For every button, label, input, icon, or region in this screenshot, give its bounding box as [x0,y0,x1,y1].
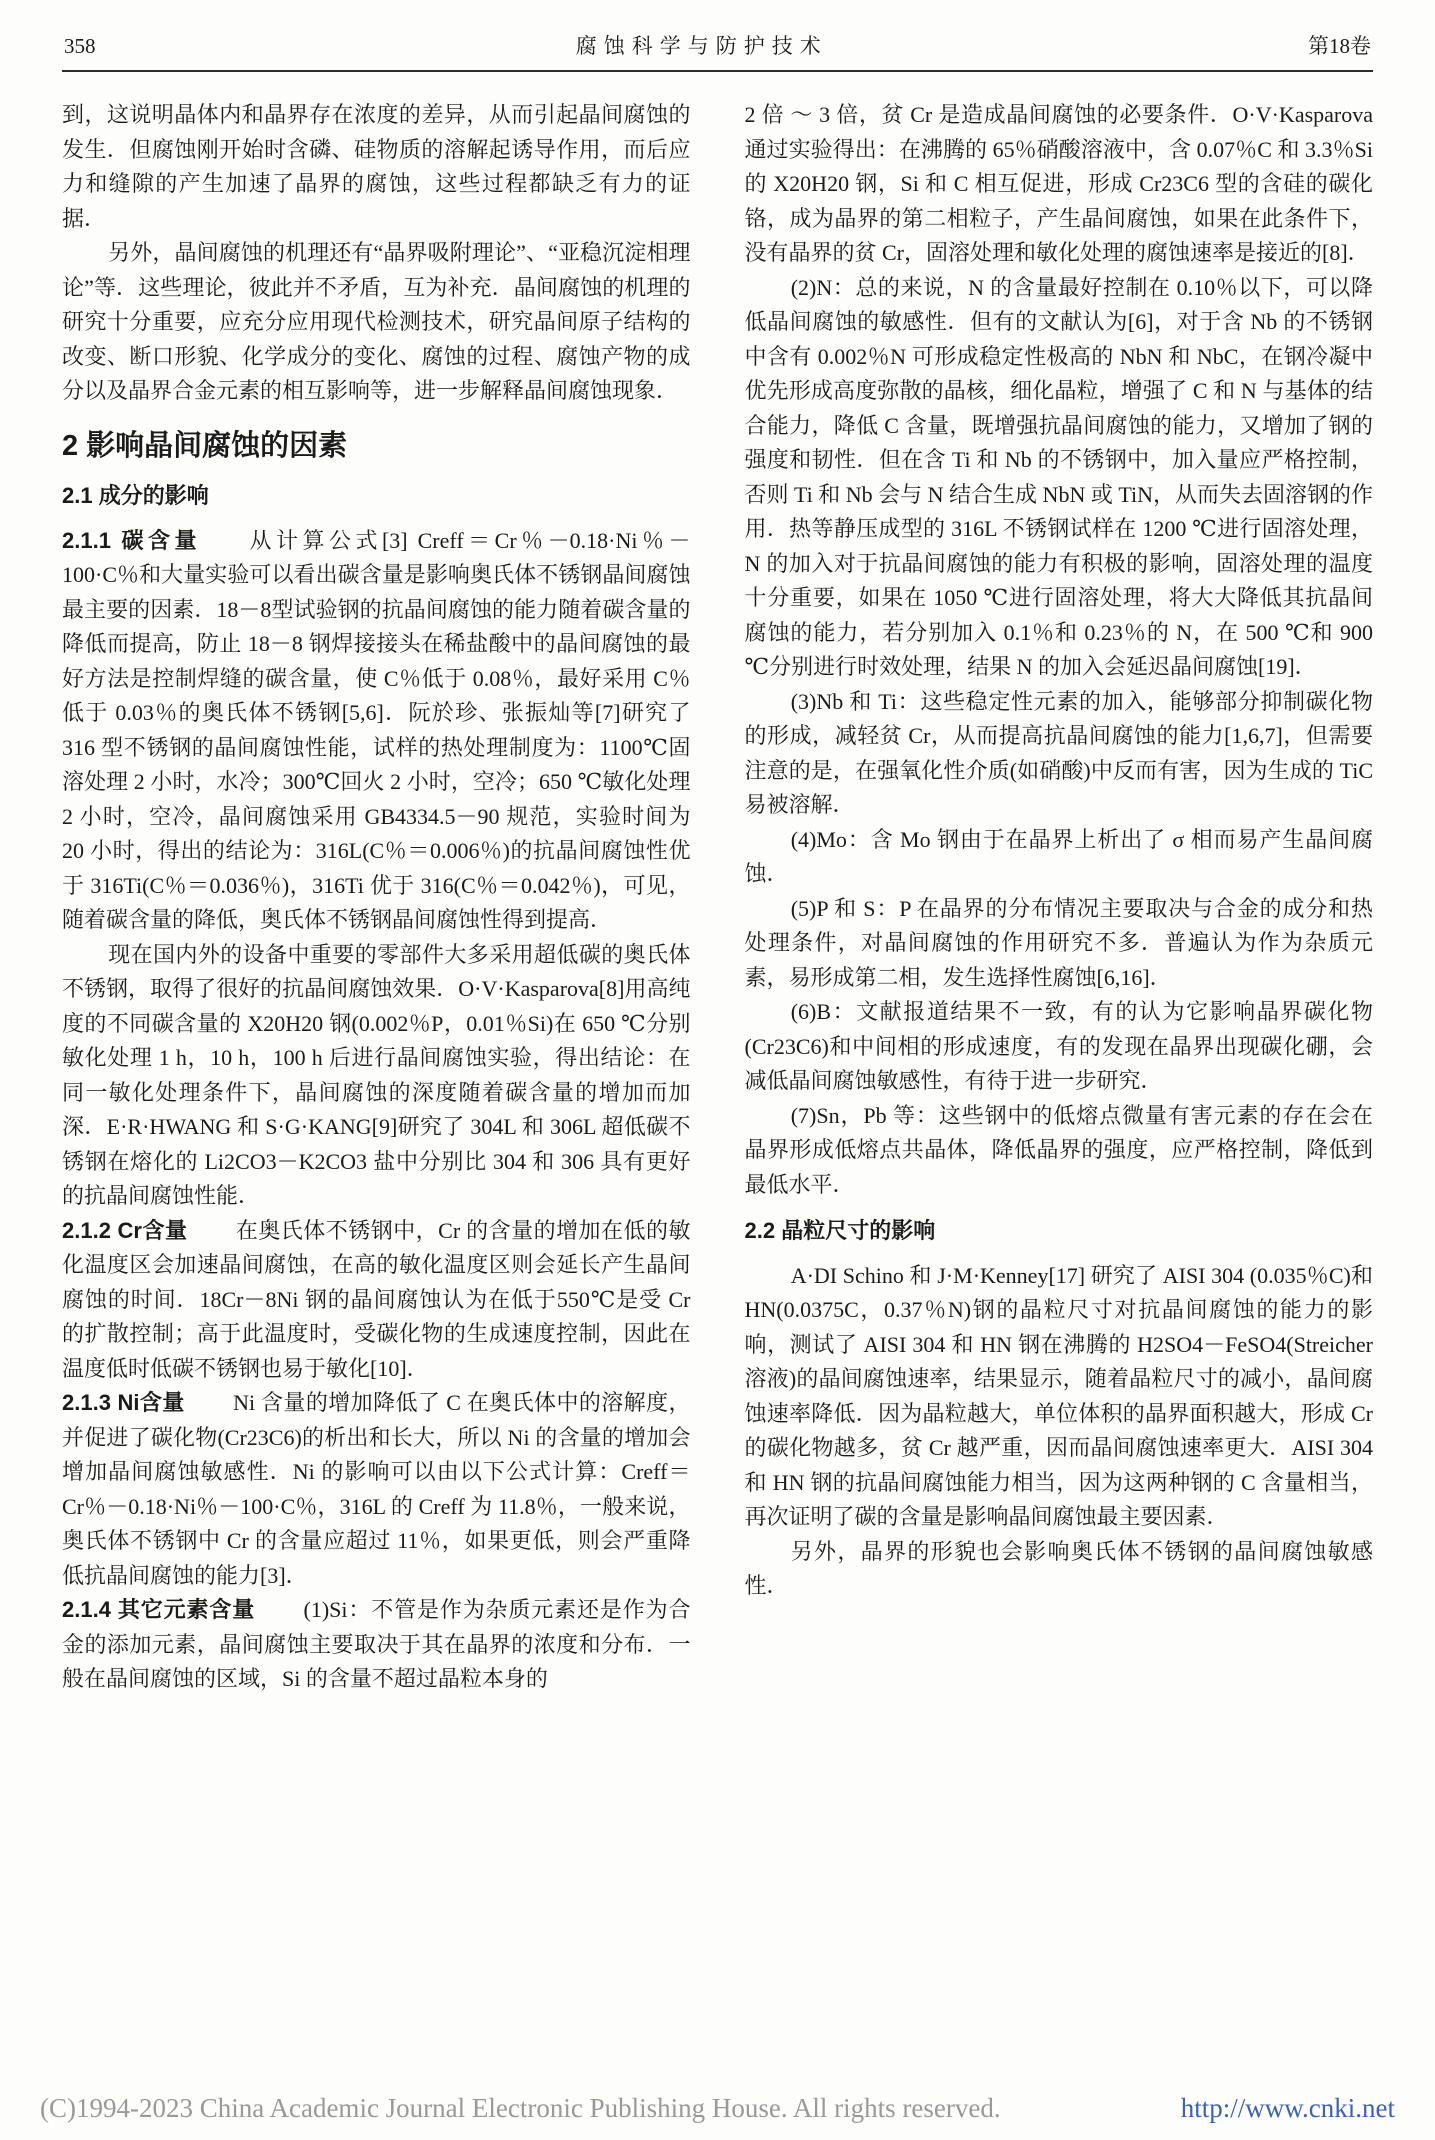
paragraph-mo: (4)Mo：含 Mo 钢由于在晶界上析出了 σ 相而易产生晶间腐蚀． [744,826,1373,886]
paragraph-other-elements [62,1593,691,1697]
subsection-2-1-3-text: Ni 含量的增加降低了 C 在奥氏体中的溶解度，并促进了碳化物(Cr23C6)的析出和长大，所以 Ni 的含量的增加会增加晶间腐蚀敏感性．Ni 的影响可以由以下公式计算：Creff＝Cr％－0.18·Ni％－100·C％，316L 的 Creff 为 11.8％，一般来说，奥氏体不锈钢中 Cr 的含量应超过 11％，如果更低，则会严重降低抗晶间腐蚀的能力[3]． [62,1390,691,1588]
page-number: 358 [64,34,96,58]
paragraph-si-continued: 2 倍 ～ 3 倍，贫 Cr 是造成晶间腐蚀的必要条件．O·V·Kasparova 通过实验得出：在沸腾的 65％硝酸溶液中，含 0.07％C 和 3.3％Si 的 X20H20 钢，Si 和 C 相互促进，形成 Cr23C6 型的含硅的碳化铬，成为晶界的第二相粒子，产生晶间腐蚀，如果在此条件下，没有晶界的贫 Cr，固溶处理和敏化处理的腐蚀速率是接近的[8]． [744,102,1373,265]
copyright-text: (C)1994-2023 China Academic Journal Electronic Publishing House. All rights reserved. [40,2093,1001,2123]
subsection-2-1-4-text: (1)Si：不管是作为杂质元素还是作为合金的添加元素，晶间腐蚀主要取决于其在晶界的浓度和分布．一般在晶间腐蚀的区域，Si 的含量不超过晶粒本身的 [62,1597,691,1691]
subsection-2-1-2-text: 在奥氏体不锈钢中，Cr 的含量的增加在低的敏化温度区会加速晶间腐蚀，在高的敏化温度区则会延长产生晶间腐蚀的时间．18Cr－8Ni 钢的晶间腐蚀认为在低于550℃是受 Cr 的扩散控制；高于此温度时，受碳化物的生成速度控制，因此在温度低时低碳不锈钢也易于敏化[10]． [62,1217,691,1381]
right-column [745,98,1374,1697]
subsection-2-1-4-label: 2.1.4 其它元素含量 [62,1597,256,1622]
paragraph-p-s: (5)P 和 S：P 在晶界的分布情况主要取决与合金的成分和热处理条件，对晶间腐蚀的作用研究不多．普遍认为作为杂质元素，易形成第二相，发生选择性腐蚀[6,16]． [744,895,1373,990]
paragraph-mechanism: 另外，晶间腐蚀的机理还有“晶界吸附理论”、“亚稳沉淀相理论”等．这些理论，彼此并不矛盾，互为补充．晶间腐蚀的机理的研究十分重要，应充分应用现代检测技术，研究晶间原子结构的改变、断口形貌、化学成分的变化、腐蚀的过程、腐蚀产物的成分以及晶界合金元素的相互影响等，进一步解释晶间腐蚀现象． [62,240,691,403]
paragraph-nb-ti: (3)Nb 和 Ti：这些稳定性元素的加入，能够部分抑制碳化物的形成，减轻贫 Cr，从而提高抗晶间腐蚀的能力[1,6,7]，但需要注意的是，在强氧化性介质(如硝酸)中反而有害，因为生成的 TiC 易被溶解． [744,688,1373,817]
paragraph-carbon-content [62,524,691,938]
paragraph-grain-size: A·DI Schino 和 J·M·Kenney[17] 研究了 AISI 304 (0.035％C)和 HN(0.0375C，0.37％N)钢的晶粒尺寸对抗晶间腐蚀的能力的影响，测试了 AISI 304 和 HN 钢在沸腾的 H2SO4－FeSO4(Streicher 溶液)的晶间腐蚀速率，结果显示，随着晶粒尺寸的减小，晶间腐蚀速率降低．因为晶粒越大，单位体积的晶界面积越大，形成 Cr 的碳化物越多，贫 Cr 越严重，因而晶间腐蚀速率更大．AISI 304 和 HN 钢的抗晶间腐蚀能力相当，因为这两种钢的 C 含量相当，再次证明了碳的含量是影响晶间腐蚀最主要因素． [744,1262,1373,1529]
subsection-2-1-2-label: 2.1.2 Cr含量 [62,1217,188,1243]
page-header [0,0,1435,70]
subsection-2-1-1-label: 2.1.1 碳含量 [62,527,202,553]
article-body [0,72,1435,1697]
paragraph-grain-shape: 另外，晶界的形貌也会影响奥氏体不锈钢的晶间腐蚀敏感性． [744,1538,1373,1598]
paragraph-ni-content [62,1386,691,1593]
paragraph-nitrogen: (2)N：总的来说，N 的含量最好控制在 0.10％以下，可以降低晶间腐蚀的敏感性．但有的文献认为[6]，对于含 Nb 的不锈钢中含有 0.002％N 可形成稳定性极高的 NbN 和 NbC，在钢冷凝中优先形成高度弥散的晶核，细化晶粒，增强了 C 和 N 与基体的结合能力，降低 C 含量，既增强抗晶间腐蚀的能力，又增加了钢的强度和韧性．但在含 Ti 和 Nb 的不锈钢中，加入量应严格控制，否则 Ti 和 Nb 会与 N 结合生成 NbN 或 TiN，从而失去固溶钢的作用．热等静压成型的 316L 不锈钢试样在 1200 ℃进行固溶处理，N 的加入对于抗晶间腐蚀的能力有积极的影响，固溶处理的温度十分重要，如果在 1050 ℃进行固溶处理，将大大降低其抗晶间腐蚀的能力，若分别加入 0.1％和 0.23％的 N，在 500 ℃和 900 ℃分别进行时效处理，结果 N 的加入会延迟晶间腐蚀[19]． [744,274,1373,679]
subsection-2-1-3-label: 2.1.3 Ni含量 [62,1390,185,1415]
paragraph-ultralow-carbon: 现在国内外的设备中重要的零部件大多采用超低碳的奥氏体不锈钢，取得了很好的抗晶间腐蚀效果．O·V·Kasparova[8]用高纯度的不同碳含量的 X20H20 钢(0.002％P，0.01％Si)在 650 ℃分别敏化处理 1 h，10 h，100 h 后进行晶间腐蚀实验，得出结论：在同一敏化处理条件下，晶间腐蚀的深度随着碳含量的增加而加深．E·R·HWANG 和 S·G·KANG[9]研究了 304L 和 306L 超低碳不锈钢在熔化的 Li2CO3－K2CO3 盐中分别比 304 和 306 具有更好的抗晶间腐蚀性能． [62,941,691,1208]
section-2-heading: 2 影响晶间腐蚀的因素 [62,429,348,462]
left-column [62,98,691,1697]
copyright-watermark [40,2093,1395,2124]
volume-label: 第18卷 [1308,34,1371,58]
journal-title: 腐蚀科学与防护技术 [575,34,828,58]
subsection-2-1-1-text: 从计算公式[3] Creff＝Cr％－0.18·Ni％－100·C％和大量实验可以看出碳含量是影响奥氏体不锈钢晶间腐蚀最主要的因素．18－8型试验钢的抗晶间腐蚀的能力随着碳含量的降低而提高，防止 18－8 钢焊接接头在稀盐酸中的晶间腐蚀的最好方法是控制焊缝的碳含量，使 C％低于 0.08％，最好采用 C％低于 0.03％的奥氏体不锈钢[5,6]．阮於珍、张振灿等[7]研究了 316 型不锈钢的晶间腐蚀性能，试样的热处理制度为：1100℃固溶处理 2 小时，水冷；300℃回火 2 小时，空冷；650 ℃敏化处理 2 小时，空冷，晶间腐蚀采用 GB4334.5－90 规范，实验时间为 20 小时，得出的结论为：316L(C％＝0.006％)的抗晶间腐蚀性优于 316Ti(C％＝0.036％)，316Ti 优于 316(C％＝0.042％)，可见，随着碳含量的降低，奥氏体不锈钢晶间腐蚀性得到提高． [62,527,691,932]
paragraph-cr-content [62,1214,691,1387]
paragraph-boron: (6)B：文献报道结果不一致，有的认为它影响晶界碳化物(Cr23C6)和中间相的形成速度，有的发现在晶界出现碳化硼，会减低晶间腐蚀敏感性，有待于进一步研究． [744,999,1373,1093]
cnki-link[interactable]: http://www.cnki.net [1180,2093,1395,2123]
section-2-1-heading: 2.1 成分的影响 [62,483,209,508]
section-2-2-heading: 2.2 晶粒尺寸的影响 [744,1218,936,1243]
paragraph-concentration: 到，这说明晶体内和晶界存在浓度的差异，从而引起晶间腐蚀的发生．但腐蚀刚开始时含磷、硅物质的溶解起诱导作用，而后应力和缝隙的产生加速了晶界的腐蚀，这些过程都缺乏有力的证据． [62,102,691,231]
paragraph-sn-pb: (7)Sn，Pb 等：这些钢中的低熔点微量有害元素的存在会在晶界形成低熔点共晶体，降低晶界的强度，应严格控制，降低到最低水平． [744,1102,1373,1197]
